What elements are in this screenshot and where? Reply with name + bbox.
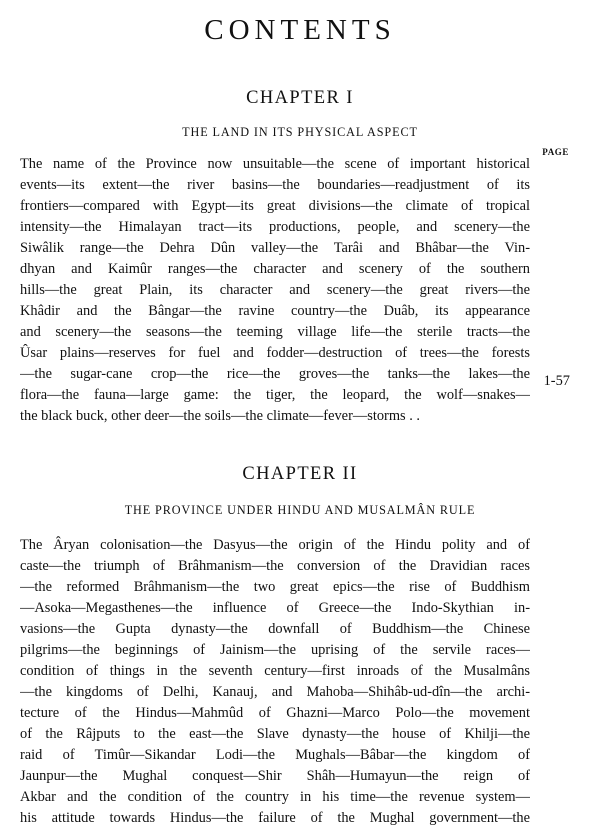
summary-line: —Asoka—Megasthenes—the influence of Greece—the Indo-Skythian in- — [20, 600, 530, 616]
chapter-1-page-range: 1-57 — [543, 373, 570, 389]
chapter-1-summary — [20, 154, 530, 427]
chapter-2-subtitle: THE PROVINCE UNDER HINDU AND MUSALMÂN RULE — [124, 503, 476, 517]
summary-line: Ûsar plains—reserves for fuel and fodder—destruction of trees—the forests — [20, 345, 530, 361]
summary-line: The Âryan colonisation—the Dasyus—the origin of the Hindu polity and of — [20, 537, 530, 553]
summary-line: Khâdir and the Bângar—the ravine country—the Duâb, its appearance — [20, 303, 530, 319]
summary-line: intensity—the Himalayan tract—its productions, people, and scenery—the — [20, 219, 530, 235]
summary-line: The name of the Province now unsuitable—the scene of important historical — [20, 156, 530, 172]
summary-line: —the sugar-cane crop—the rice—the groves—the tanks—the lakes—the — [20, 366, 530, 382]
summary-line: pilgrims—the beginnings of Jainism—the uprising of the servile races— — [20, 642, 530, 658]
page-title: CONTENTS — [204, 14, 396, 46]
chapter-2-heading: CHAPTER II — [242, 464, 358, 484]
summary-line: dhyan and Kaimûr ranges—the character and scenery of the southern — [20, 261, 530, 277]
summary-line: hills—the great Plain, its character and scenery—the great rivers—the — [20, 282, 530, 298]
summary-line: caste—the triumph of Brâhmanism—the conversion of the Dravidian races — [20, 558, 530, 574]
summary-line: —the kingdoms of Delhi, Kanauj, and Mahoba—Shihâb-ud-dîn—the archi- — [20, 684, 530, 700]
summary-line: the black buck, other deer—the soils—the climate—fever—storms . . — [20, 408, 421, 424]
summary-line: Siwâlik range—the Dehra Dûn valley—the Tarâi and Bhâbar—the Vin- — [20, 240, 530, 256]
summary-line: flora—the fauna—large game: the tiger, the leopard, the wolf—snakes— — [20, 387, 530, 403]
summary-line: Akbar and the condition of the country in his time—the revenue system— — [20, 789, 530, 805]
summary-line: raid of Timûr—Sikandar Lodi—the Mughals—Bâbar—the kingdom of — [20, 747, 530, 763]
summary-line: vasions—the Gupta dynasty—the downfall of Buddhism—the Chinese — [20, 621, 530, 637]
summary-line: events—its extent—the river basins—the boundaries—readjustment of its — [20, 177, 530, 193]
summary-line: of the Râjputs to the east—the Slave dynasty—the house of Khilji—the — [20, 726, 530, 742]
summary-line: Jaunpur—the Mughal conquest—Shir Shâh—Humayun—the reign of — [20, 768, 530, 784]
summary-line: frontiers—compared with Egypt—its great divisions—the climate of tropical — [20, 198, 530, 214]
summary-line: condition of things in the seventh century—first inroads of the Musalmâns — [20, 663, 530, 679]
summary-line: —the reformed Brâhmanism—the two great epics—the rise of Buddhism — [20, 579, 530, 595]
chapter-1-subtitle: THE LAND IN ITS PHYSICAL ASPECT — [182, 125, 418, 139]
summary-line: and scenery—the seasons—the teeming village life—the sterile tracts—the — [20, 324, 530, 340]
chapter-2-summary — [20, 535, 530, 829]
chapter-1-heading: CHAPTER I — [246, 88, 354, 108]
summary-line: tecture of the Hindus—Mahmûd of Ghazni—Marco Polo—the movement — [20, 705, 530, 721]
page-column-label: PAGE — [542, 147, 569, 157]
summary-line: his attitude towards Hindus—the failure of the Mughal government—the — [20, 810, 530, 826]
